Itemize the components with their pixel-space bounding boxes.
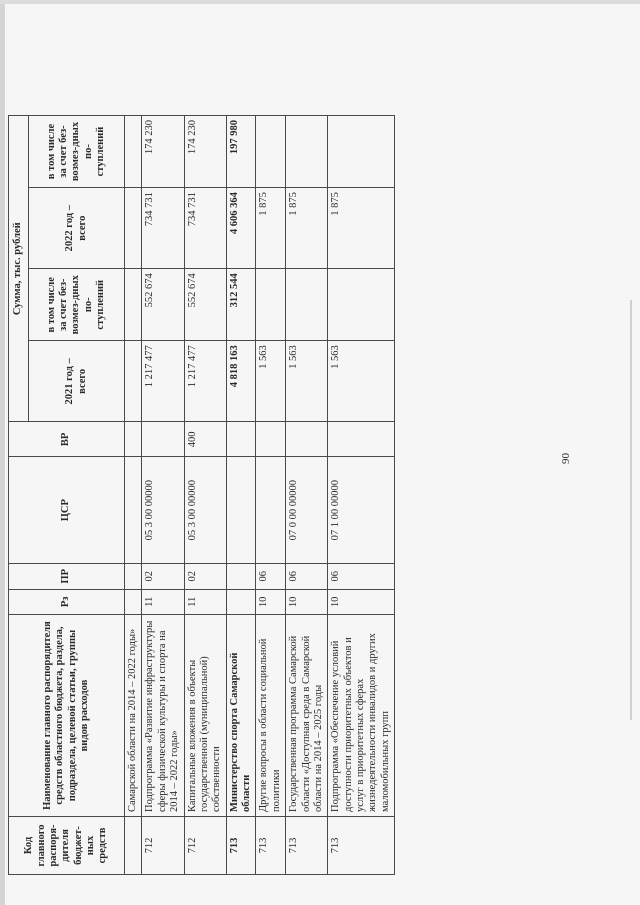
row-name: Министерство спорта Самарской области <box>226 615 256 817</box>
header-code: Код главного распоря-дителя бюджет-ных средств <box>9 816 125 874</box>
row-code: 713 <box>226 816 256 874</box>
row-code: 712 <box>184 816 226 874</box>
table-row <box>256 116 286 875</box>
row-2021-total: 1 563 <box>286 341 328 422</box>
row-rz: 10 <box>328 589 395 615</box>
table-header <box>9 116 125 875</box>
row-2021-total: 1 563 <box>328 341 395 422</box>
table-row <box>142 116 184 875</box>
row-2021-total: 4 818 163 <box>226 341 256 422</box>
header-csr: ЦСР <box>9 457 125 564</box>
row-rz <box>226 589 256 615</box>
row-name: Самарской области на 2014 – 2022 годы» <box>125 615 142 817</box>
row-name: Капитальные вложения в объекты государственной (муниципальной) собственности <box>184 615 226 817</box>
row-csr: 07 1 00 00000 <box>328 457 395 564</box>
row-2022-sub: 174 230 <box>142 116 184 188</box>
row-vr <box>226 422 256 457</box>
row-2021-sub <box>328 269 395 341</box>
row-2021-sub <box>286 269 328 341</box>
rotated-table-container <box>8 115 566 875</box>
table-row <box>184 116 226 875</box>
table-body <box>125 116 395 875</box>
row-2021-sub <box>256 269 286 341</box>
row-name: Государственная программа Самарской области «Доступная среда в Самарской области на 2014 – 2025 годы <box>286 615 328 817</box>
row-2022-sub <box>328 116 395 188</box>
row-csr <box>256 457 286 564</box>
header-2021-sub: в том числе за счет без-возмез-дных по-ступлений <box>29 269 125 341</box>
page-number: 90 <box>560 453 572 464</box>
row-pr: 02 <box>142 564 184 590</box>
budget-table <box>8 115 395 875</box>
row-pr: 06 <box>256 564 286 590</box>
row-name: Другие вопросы в области социальной политики <box>256 615 286 817</box>
row-rz <box>125 589 142 615</box>
row-2022-total: 1 875 <box>286 188 328 269</box>
row-code <box>125 816 142 874</box>
row-2022-sub: 197 980 <box>226 116 256 188</box>
scan-edge-top <box>0 0 640 4</box>
row-2021-sub: 552 674 <box>184 269 226 341</box>
header-vr: ВР <box>9 422 125 457</box>
row-2022-total: 4 606 364 <box>226 188 256 269</box>
row-pr: 06 <box>286 564 328 590</box>
row-name: Подпрограмма «Обеспечение условий доступности приоритетных объектов и услуг в приоритетных сферах жизнедеятельности инвалидов и других маломобильных групп <box>328 615 395 817</box>
table-row <box>328 116 395 875</box>
row-rz: 10 <box>256 589 286 615</box>
row-2021-sub <box>125 269 142 341</box>
row-code: 712 <box>142 816 184 874</box>
row-2022-sub: 174 230 <box>184 116 226 188</box>
row-2022-total: 734 731 <box>142 188 184 269</box>
row-code: 713 <box>256 816 286 874</box>
row-csr: 05 3 00 00000 <box>142 457 184 564</box>
row-pr: 02 <box>184 564 226 590</box>
row-2022-total: 1 875 <box>328 188 395 269</box>
row-vr <box>286 422 328 457</box>
header-name: Наименование главного распорядителя средств областного бюджета, раздела, подраздела, целевой статьи, группы видов расходов <box>9 615 125 817</box>
row-2021-total: 1 217 477 <box>142 341 184 422</box>
header-sum: Сумма, тыс. рублей <box>9 116 29 422</box>
header-2022-total: 2022 год – всего <box>29 188 125 269</box>
row-csr <box>125 457 142 564</box>
row-2022-total: 734 731 <box>184 188 226 269</box>
row-vr: 400 <box>184 422 226 457</box>
row-vr <box>125 422 142 457</box>
scan-fold-line <box>630 300 632 720</box>
row-code: 713 <box>286 816 328 874</box>
row-rz: 10 <box>286 589 328 615</box>
row-csr: 07 0 00 00000 <box>286 457 328 564</box>
row-pr: 06 <box>328 564 395 590</box>
row-csr: 05 3 00 00000 <box>184 457 226 564</box>
row-csr <box>226 457 256 564</box>
table-row <box>125 116 142 875</box>
row-2022-sub <box>125 116 142 188</box>
row-pr <box>125 564 142 590</box>
row-2021-total: 1 217 477 <box>184 341 226 422</box>
table-row <box>226 116 256 875</box>
header-pr: ПР <box>9 564 125 590</box>
table-row <box>286 116 328 875</box>
row-2021-sub: 552 674 <box>142 269 184 341</box>
row-vr <box>256 422 286 457</box>
row-rz: 11 <box>142 589 184 615</box>
row-pr <box>226 564 256 590</box>
row-name: Подпрограмма «Развитие инфраструктуры сферы физической культуры и спорта на 2014 – 2022 годы» <box>142 615 184 817</box>
row-2021-sub: 312 544 <box>226 269 256 341</box>
row-2022-total <box>125 188 142 269</box>
row-code: 713 <box>328 816 395 874</box>
header-2021-total: 2021 год – всего <box>29 341 125 422</box>
row-vr <box>142 422 184 457</box>
row-2022-total: 1 875 <box>256 188 286 269</box>
row-2022-sub <box>256 116 286 188</box>
row-2022-sub <box>286 116 328 188</box>
header-rz: Рз <box>9 589 125 615</box>
scan-edge-left <box>0 0 5 905</box>
header-2022-sub: в том числе за счет без-возмез-дных по-ступлений <box>29 116 125 188</box>
row-rz: 11 <box>184 589 226 615</box>
row-vr <box>328 422 395 457</box>
row-2021-total <box>125 341 142 422</box>
row-2021-total: 1 563 <box>256 341 286 422</box>
